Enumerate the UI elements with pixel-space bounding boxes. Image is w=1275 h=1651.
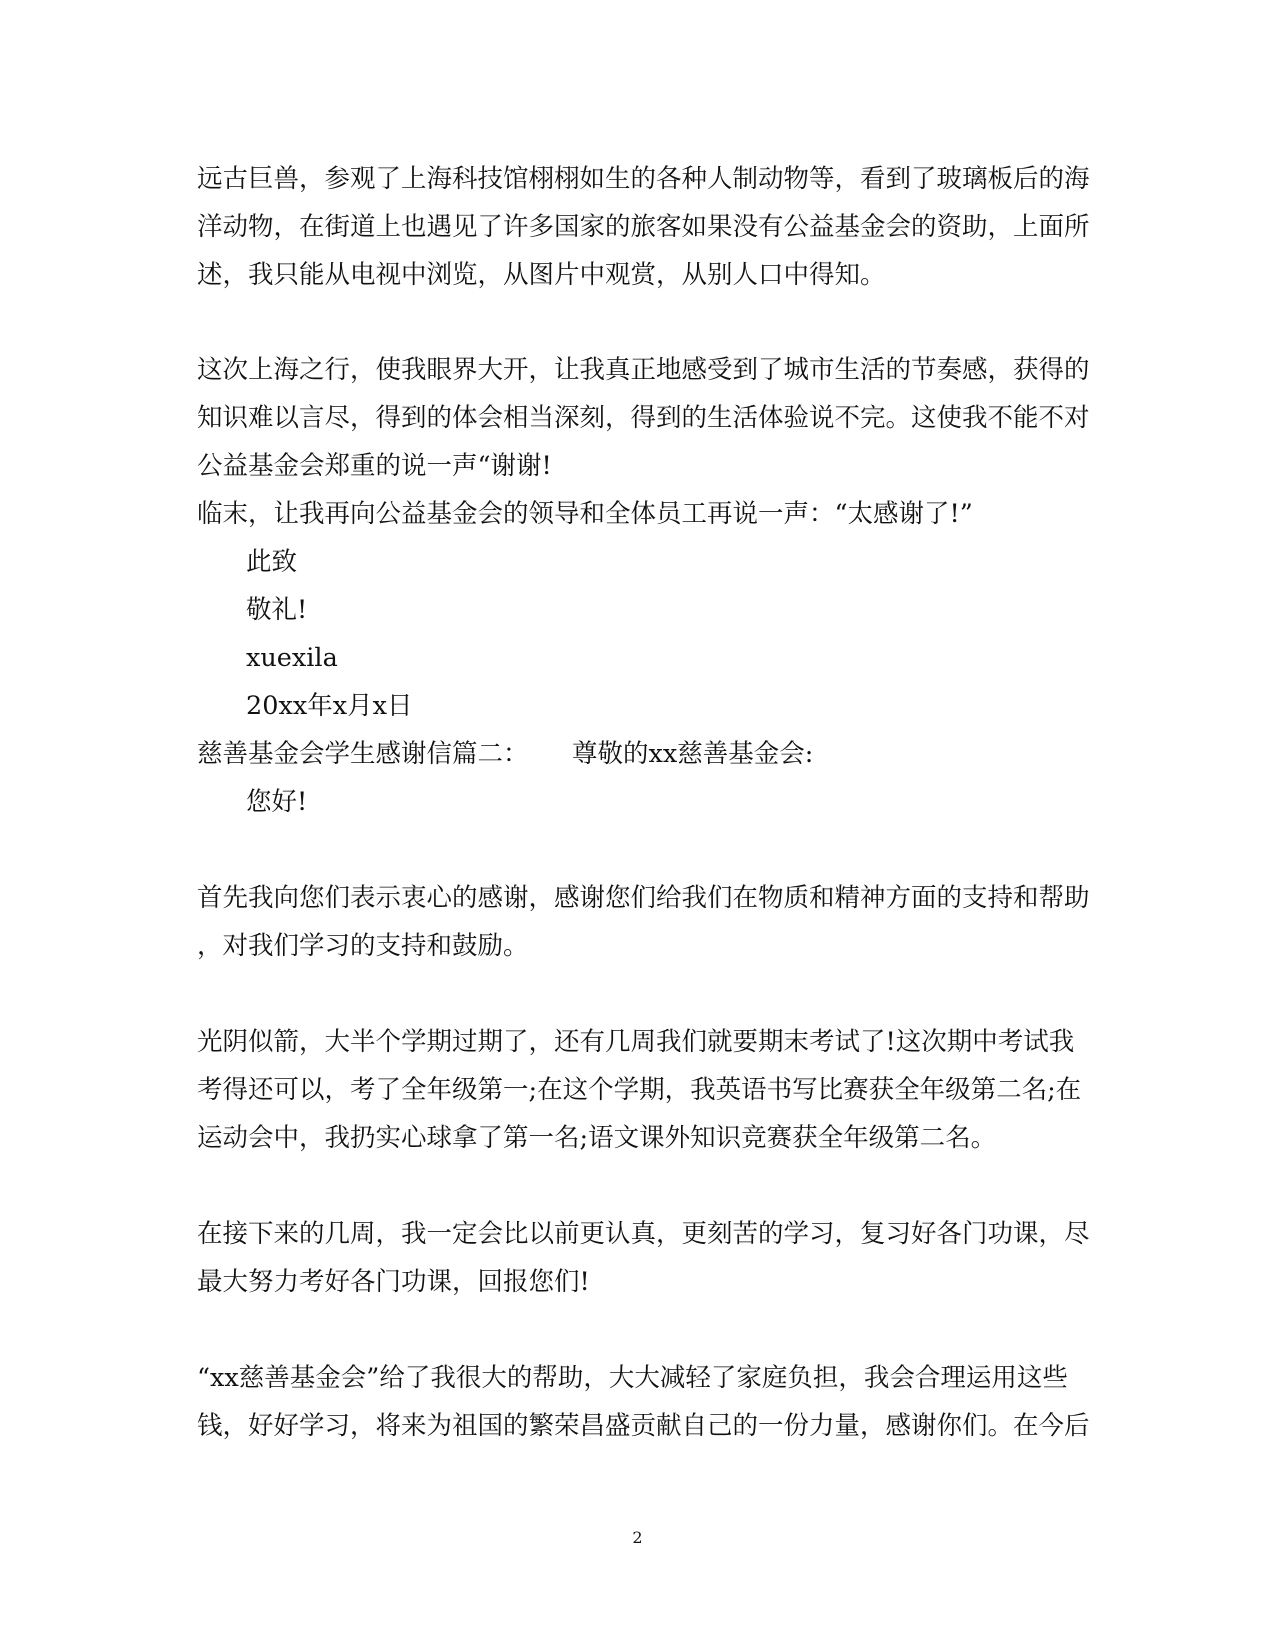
paragraph-line: 洋动物，在街道上也遇见了许多国家的旅客如果没有公益基金会的资助，上面所: [197, 212, 1090, 242]
letter-date: 20xx年x月x日: [246, 691, 413, 721]
paragraph-line: 运动会中，我扔实心球拿了第一名;语文课外知识竞赛获全年级第二名。: [197, 1123, 997, 1153]
paragraph-line: 钱，好好学习，将来为祖国的繁荣昌盛贡献自己的一份力量，感谢你们。在今后: [197, 1411, 1090, 1441]
paragraph-line: 考得还可以，考了全年级第一;在这个学期，我英语书写比赛获全年级第二名;在: [197, 1075, 1082, 1105]
page-number: 2: [632, 1528, 643, 1547]
paragraph-line: 这次上海之行，使我眼界大开，让我真正地感受到了城市生活的节奏感，获得的: [197, 355, 1090, 385]
salutation: 此致: [246, 547, 298, 577]
signer-name: xuexila: [246, 643, 338, 673]
paragraph-line: 光阴似箭，大半个学期过期了，还有几周我们就要期末考试了!这次期中考试我: [197, 1027, 1075, 1057]
paragraph-line: 知识难以言尽，得到的体会相当深刻，得到的生活体验说不完。这使我不能不对: [197, 403, 1090, 433]
second-letter-greeting: 您好!: [246, 787, 308, 817]
paragraph-line: 最大努力考好各门功课，回报您们!: [197, 1267, 590, 1297]
paragraph-line: 述，我只能从电视中浏览，从图片中观赏，从别人口中得知。: [197, 260, 886, 290]
regards: 敬礼!: [246, 595, 308, 625]
paragraph-line: 远古巨兽，参观了上海科技馆栩栩如生的各种人制动物等，看到了玻璃板后的海: [197, 164, 1090, 194]
paragraph-line: 在接下来的几周，我一定会比以前更认真，更刻苦的学习，复习好各门功课，尽: [197, 1219, 1090, 1249]
paragraph-line: 首先我向您们表示衷心的感谢，感谢您们给我们在物质和精神方面的支持和帮助: [197, 883, 1090, 913]
paragraph-line: ，对我们学习的支持和鼓励。: [197, 931, 529, 961]
closing-line: 临末，让我再向公益基金会的领导和全体员工再说一声：“太感谢了!”: [197, 499, 973, 529]
paragraph-line: “xx慈善基金会”给了我很大的帮助，大大减轻了家庭负担，我会合理运用这些: [197, 1363, 1068, 1393]
paragraph-line: 公益基金会郑重的说一声“谢谢!: [197, 451, 552, 481]
second-letter-heading: 慈善基金会学生感谢信篇二：: [197, 739, 529, 769]
second-letter-addressee: 尊敬的xx慈善基金会:: [572, 739, 814, 769]
